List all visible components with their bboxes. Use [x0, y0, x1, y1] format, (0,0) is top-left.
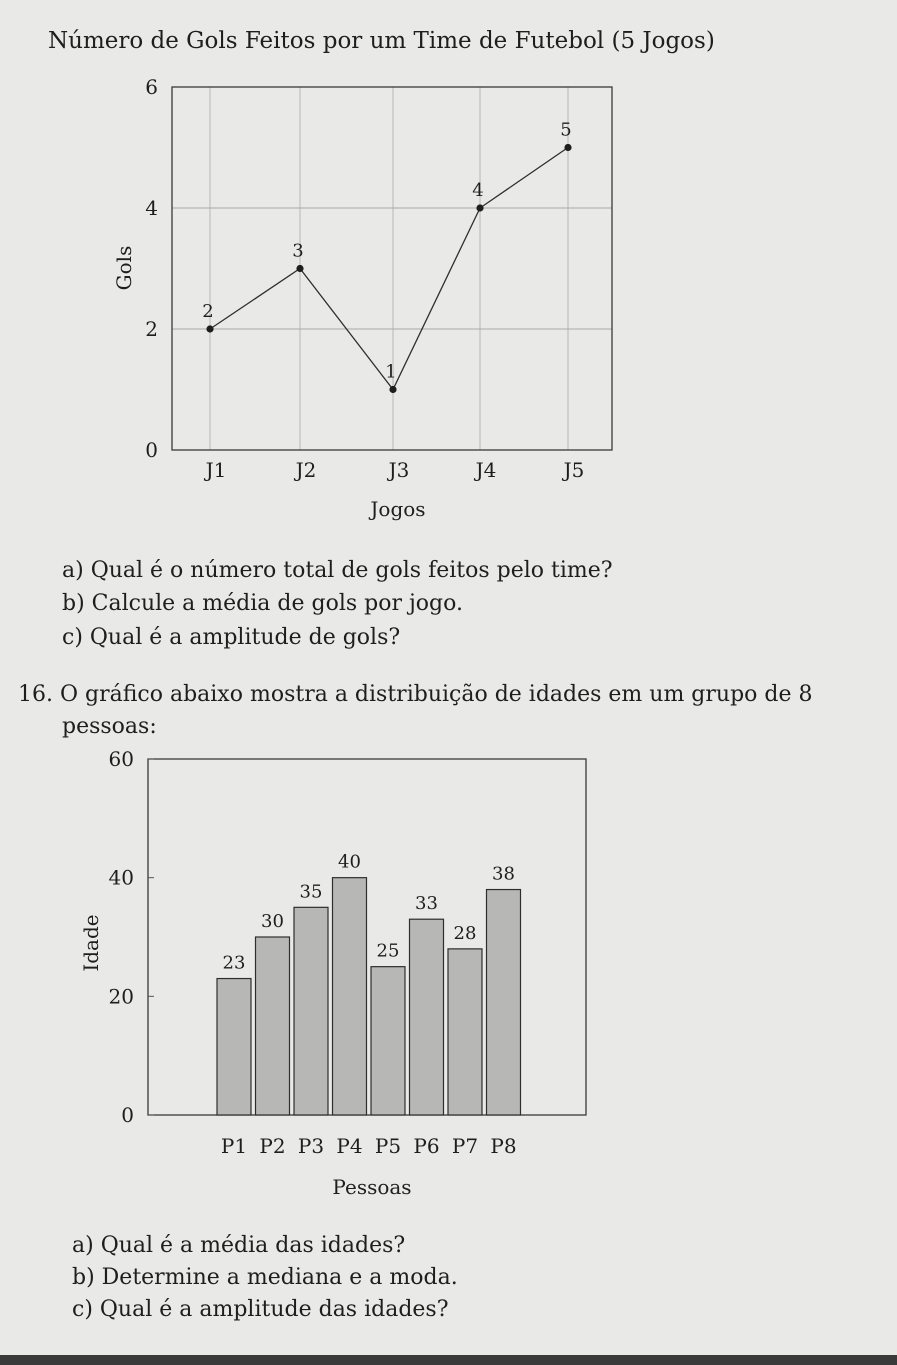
line-x-axis-label: Jogos [370, 497, 426, 521]
bar-x-axis-label: Pessoas [332, 1175, 412, 1199]
question-1a: a) Qual é o número total de gols feitos pelo time? [62, 558, 613, 583]
bar-y-tick-60: 60 [108, 747, 134, 771]
line-y-tick-2: 2 [145, 317, 158, 341]
question-1b: b) Calcule a média de gols por jogo. [62, 591, 463, 616]
bar-data-label-P4: 40 [338, 851, 361, 873]
bar-y-tick-0: 0 [121, 1103, 134, 1127]
line-point-J4 [476, 204, 483, 211]
line-chart-text [112, 75, 584, 521]
line-x-tick-J2: J2 [295, 458, 317, 482]
question-2a: a) Qual é a média das idades? [72, 1233, 406, 1258]
problem-16-statement: 16. O gráfico abaixo mostra a distribuição de idades em um grupo de 8 [18, 682, 813, 707]
bar-data-label-P3: 35 [299, 881, 323, 903]
bar-x-tick-P3: P3 [297, 1134, 325, 1158]
line-point-J1 [206, 325, 213, 332]
line-x-tick-J3: J3 [388, 458, 410, 482]
bar-x-tick-P5: P5 [374, 1134, 402, 1158]
bar-data-label-P1: 23 [222, 952, 246, 974]
bar-P6 [410, 919, 444, 1115]
bar-P5 [371, 967, 405, 1115]
line-x-tick-J5: J5 [563, 458, 585, 482]
bar-P1 [217, 979, 251, 1115]
question-2b: b) Determine a mediana e a moda. [72, 1265, 458, 1290]
bar-data-label-P6: 33 [415, 893, 438, 915]
line-chart-grid [172, 87, 612, 450]
problem-16-statement-cont: pessoas: [62, 714, 157, 739]
line-series-goals [210, 148, 568, 390]
question-2c: c) Qual é a amplitude das idades? [72, 1297, 449, 1322]
line-y-tick-4: 4 [145, 196, 158, 220]
line-chart-frame [172, 87, 612, 450]
bar-P3 [294, 907, 328, 1115]
bar-data-label-P2: 30 [261, 911, 284, 932]
line-data-label-J1: 2 [202, 301, 214, 322]
line-point-J2 [296, 265, 303, 272]
line-data-label-J3: 1 [385, 361, 397, 383]
bar-P7 [448, 949, 482, 1115]
bar-x-tick-P6: P6 [413, 1134, 440, 1158]
bar-data-label-P8: 38 [492, 863, 515, 885]
line-point-J5 [564, 144, 571, 151]
goals-line-chart [0, 60, 897, 540]
line-chart-series [210, 148, 568, 390]
ages-bar-chart [0, 745, 897, 1215]
bar-P2 [256, 937, 290, 1115]
bar-P8 [487, 890, 521, 1115]
bar-y-axis-label: Idade [79, 914, 103, 972]
line-data-label-J5: 5 [560, 119, 572, 141]
bar-P4 [333, 878, 367, 1115]
bar-y-tick-40: 40 [108, 865, 134, 890]
question-1c: c) Qual é a amplitude de gols? [62, 625, 401, 650]
line-data-label-J4: 4 [472, 180, 484, 201]
bar-y-tick-20: 20 [108, 984, 134, 1009]
line-y-tick-0: 0 [145, 438, 158, 462]
line-chart-points [206, 144, 571, 393]
line-data-label-J2: 3 [292, 240, 304, 262]
line-x-tick-J4: J4 [475, 458, 497, 482]
line-x-tick-J1: J1 [205, 458, 227, 482]
bar-x-tick-P8: P8 [490, 1134, 517, 1158]
line-y-tick-6: 6 [145, 75, 158, 99]
bar-x-tick-P2: P2 [259, 1134, 286, 1158]
line-y-axis-label: Gols [112, 245, 136, 291]
photo-bottom-edge [0, 1355, 897, 1365]
chart-1-title: Número de Gols Feitos por um Time de Futebol (5 Jogos) [48, 28, 715, 54]
bar-x-tick-P4: P4 [336, 1134, 363, 1158]
bar-x-tick-P1: P1 [220, 1134, 248, 1158]
line-point-J3 [389, 386, 396, 393]
bar-x-tick-P7: P7 [451, 1134, 479, 1158]
bar-data-label-P5: 25 [376, 940, 400, 962]
line-chart-axes [172, 87, 612, 450]
bar-data-label-P7: 28 [453, 922, 477, 944]
